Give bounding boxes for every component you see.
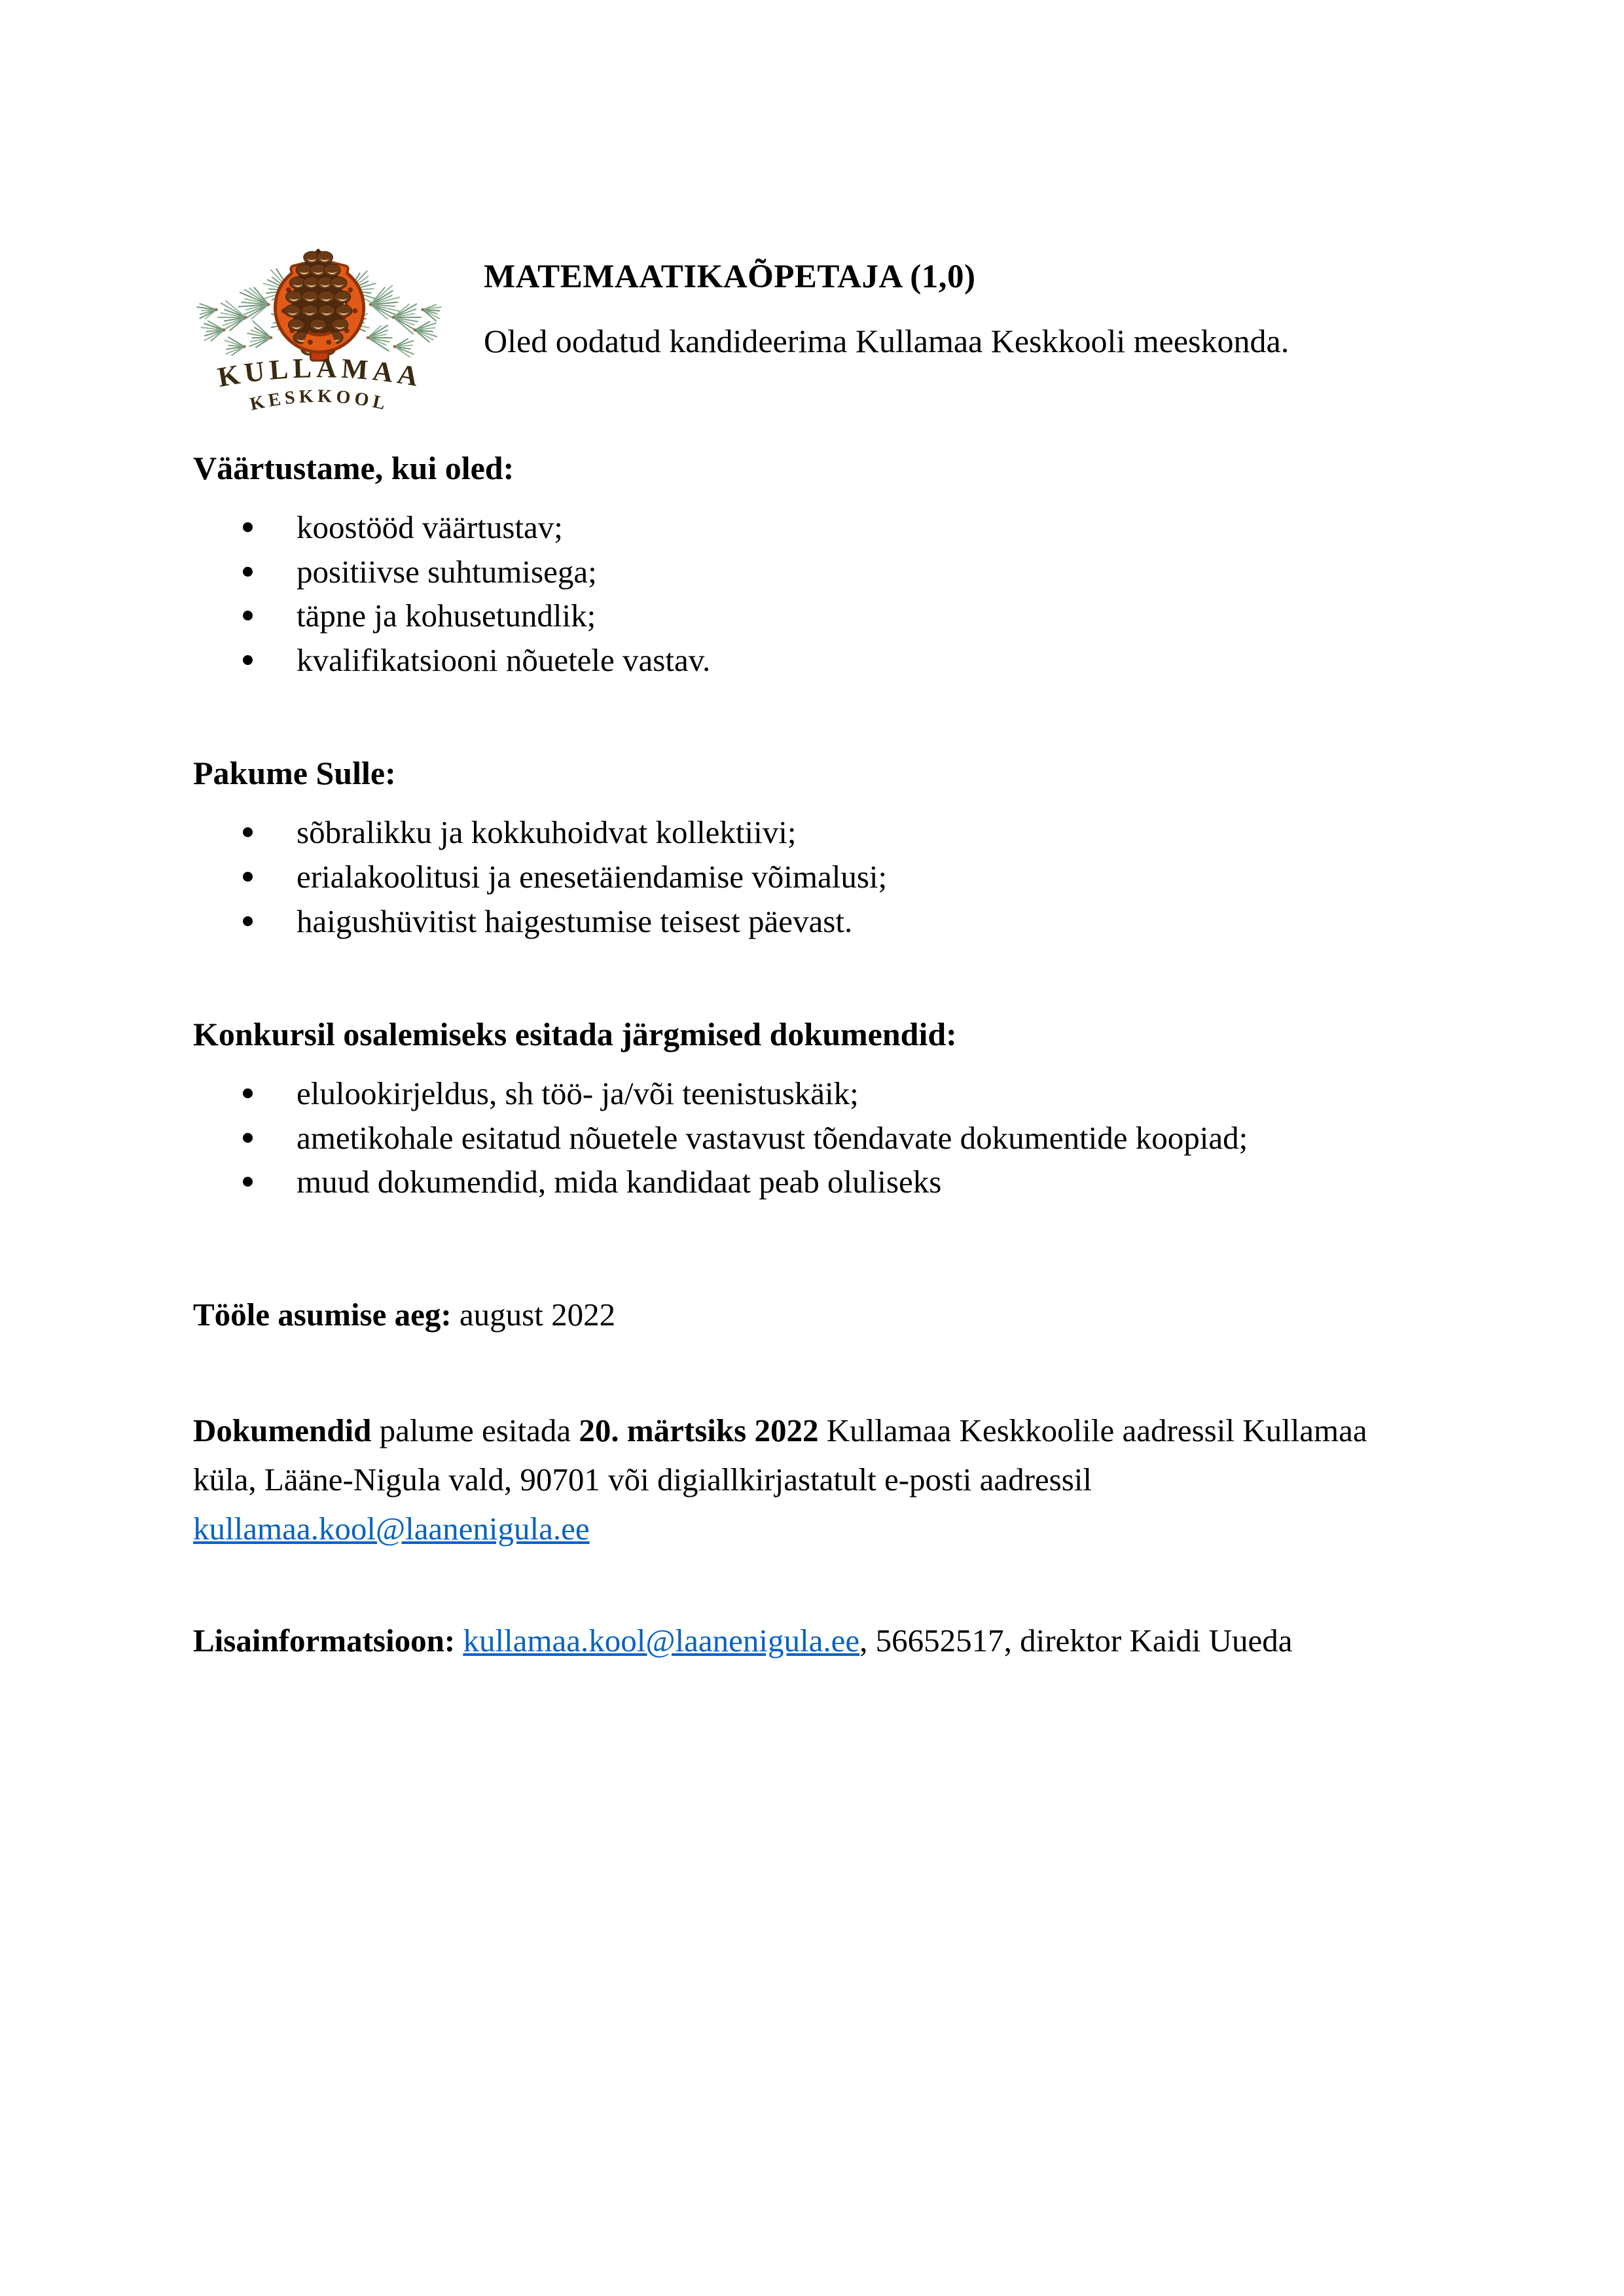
logo-school-type xyxy=(248,386,391,415)
job-title: MATEMAATIKAÕPETAJA (1,0) xyxy=(484,259,976,295)
list-item: koostööd väärtustav; xyxy=(297,505,1431,550)
contact-rest: , 56652517, direktor Kaidi Uueda xyxy=(859,1623,1293,1659)
start-date-label: Tööle asumise aeg: xyxy=(193,1297,452,1333)
submission-text-2: Kullamaa Keskkoolile aadressil Kullamaa küla, Lääne-Nigula vald, 90701 või digiallkirjastatult e-posti aadressil xyxy=(193,1412,1367,1498)
list-item: haigushüvitist haigestumise teisest päevast. xyxy=(297,899,1431,944)
school-logo-image xyxy=(193,241,448,432)
submission-text-1: palume esitada xyxy=(371,1412,579,1449)
list-item: täpne ja kohusetundlik; xyxy=(297,594,1431,638)
list-item: erialakoolitusi ja enesetäiendamise võimalusi; xyxy=(297,855,1431,899)
list-item: positiivse suhtumisega; xyxy=(297,550,1431,594)
section-documents-heading: Konkursil osalemiseks esitada järgmised dokumendid: xyxy=(193,1016,957,1053)
submission-bold-documents: Dokumendid xyxy=(193,1412,372,1449)
start-date-line xyxy=(193,1296,1431,1333)
documents-list xyxy=(193,1071,1431,1204)
list-item: kvalifikatsiooni nõuetele vastav. xyxy=(297,638,1431,683)
list-item: ametikohale esitatud nõuetele vastavust tõendavate dokumentide koopiad; xyxy=(297,1116,1431,1160)
submission-paragraph xyxy=(193,1407,1431,1554)
intro-text: Oled oodatud kandideerima Kullamaa Keskkooli meeskonda. xyxy=(484,323,1290,359)
header xyxy=(193,241,1431,432)
section-values xyxy=(193,449,1431,682)
contact-email-link[interactable]: kullamaa.kool@laanenigula.ee xyxy=(463,1623,860,1659)
offer-list xyxy=(193,810,1431,943)
contact-line xyxy=(193,1617,1431,1666)
school-logo xyxy=(193,241,448,432)
document-content xyxy=(193,241,1431,1666)
section-offer xyxy=(193,754,1431,943)
logo-school-type-text: KESKKOOL xyxy=(248,386,391,415)
list-item: elulookirjeldus, sh töö- ja/või teenistuskäik; xyxy=(297,1071,1431,1116)
section-offer-heading: Pakume Sulle: xyxy=(193,755,396,792)
section-documents xyxy=(193,1015,1431,1204)
section-values-heading: Väärtustame, kui oled: xyxy=(193,450,514,486)
start-date-value: august 2022 xyxy=(451,1297,616,1333)
submission-email-link[interactable]: kullamaa.kool@laanenigula.ee xyxy=(193,1511,590,1547)
list-item: muud dokumendid, mida kandidaat peab oluliseks xyxy=(297,1160,1431,1204)
values-list xyxy=(193,505,1431,682)
header-text xyxy=(484,241,1289,360)
contact-label: Lisainformatsioon: xyxy=(193,1623,463,1659)
list-item: sõbralikku ja kokkuhoidvat kollektiivi; xyxy=(297,810,1431,855)
logo-school-name-text: KULLAMAA xyxy=(215,353,425,393)
submission-deadline: 20. märtsiks 2022 xyxy=(579,1412,819,1449)
